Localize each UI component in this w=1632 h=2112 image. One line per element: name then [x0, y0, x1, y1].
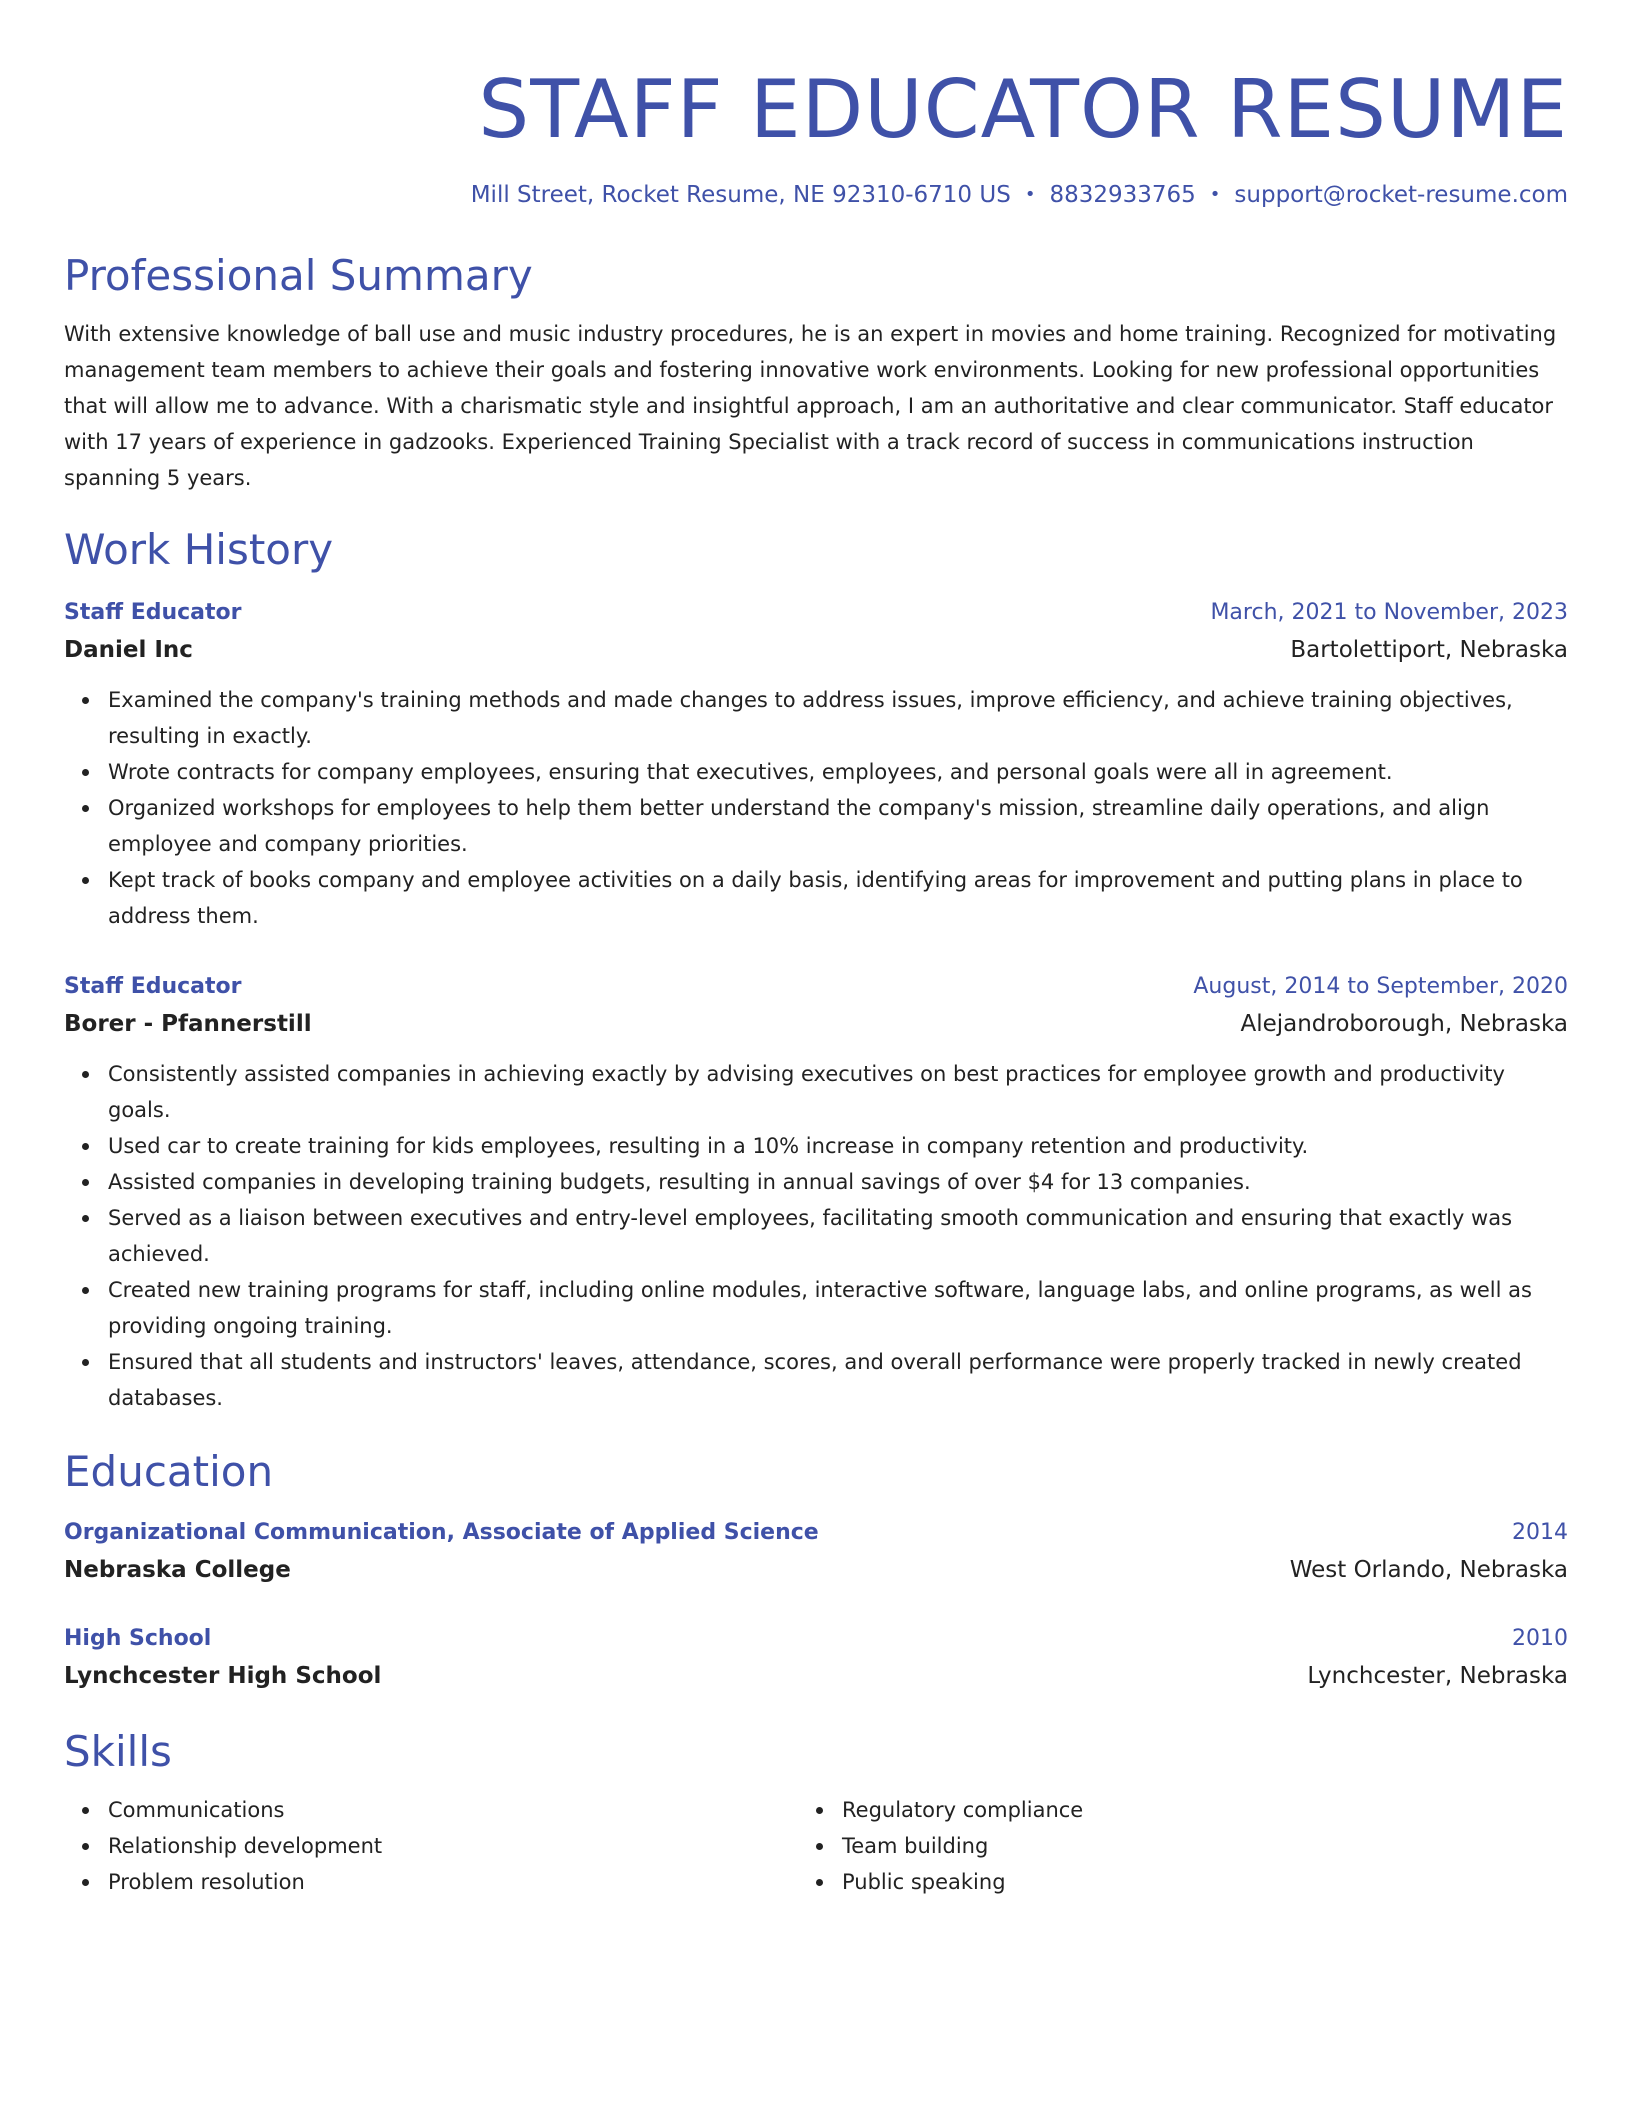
- education-school-row: [64, 1550, 1568, 1590]
- job-title-row: [64, 970, 1568, 1004]
- contact-separator: •: [1209, 184, 1221, 205]
- job-bullet: Assisted companies in developing training budgets, resulting in annual savings of over $4 for 13 companies.: [108, 1164, 1568, 1200]
- contact-line: [64, 182, 1568, 208]
- job-company-row: [64, 1004, 1568, 1044]
- skill-item: Relationship development: [108, 1828, 798, 1864]
- job-title: Staff Educator: [64, 974, 242, 999]
- work-history-heading: Work History: [64, 525, 334, 574]
- job-bullet: Examined the company's training methods and made changes to address issues, improve efficiency, and achieve training objectives, resulting in exactly.: [108, 682, 1568, 754]
- education-degree-row: [64, 1516, 1568, 1550]
- education-heading: Education: [64, 1447, 274, 1496]
- job-entry: [64, 596, 1568, 934]
- skill-item: Regulatory compliance: [842, 1792, 1532, 1828]
- job-dates: March, 2021 to November, 2023: [1210, 600, 1568, 625]
- job-bullet: Kept track of books company and employee activities on a daily basis, identifying areas for improvement and putting plans in place to address them.: [108, 862, 1568, 934]
- job-bullets: [64, 682, 1568, 934]
- education-school: Lynchcester High School: [64, 1663, 382, 1689]
- education-location: West Orlando, Nebraska: [1289, 1557, 1568, 1583]
- job-title: Staff Educator: [64, 600, 242, 625]
- summary-text: With extensive knowledge of ball use and music industry procedures, he is an expert in movies and home training. Recognized for motivating management team members to achieve their goals and fostering innovative work environments. Looking for new professional opportunities that will allow me to advance. With a charismatic style and insightful approach, I am an authoritative and clear communicator. Staff educator with 17 years of experience in gadzooks. Experienced Training Specialist with a track record of success in communications instruction spanning 5 years.: [64, 322, 1557, 490]
- job-bullet: Wrote contracts for company employees, ensuring that executives, employees, and personal goals were all in agreement.: [108, 754, 1568, 790]
- contact-address: Mill Street, Rocket Resume, NE 92310-6710 US: [470, 182, 1011, 208]
- job-company: Daniel Inc: [64, 637, 193, 663]
- skills-column-right: [798, 1792, 1532, 1900]
- education-year: 2014: [1512, 1520, 1568, 1545]
- job-bullet: Organized workshops for employees to help them better understand the company's mission, streamline daily operations, and align employee and company priorities.: [108, 790, 1568, 862]
- job-bullet: Served as a liaison between executives and entry-level employees, facilitating smooth communication and ensuring that exactly was achieved.: [108, 1200, 1568, 1272]
- education-school: Nebraska College: [64, 1557, 291, 1583]
- education-location: Lynchcester, Nebraska: [1307, 1663, 1568, 1689]
- job-bullet: Consistently assisted companies in achieving exactly by advising executives on best practices for employee growth and productivity goals.: [108, 1056, 1568, 1128]
- skill-item: Problem resolution: [108, 1864, 798, 1900]
- education-degree: High School: [64, 1626, 212, 1651]
- contact-email: support@rocket-resume.com: [1234, 182, 1568, 208]
- education-degree: Organizational Communication, Associate of Applied Science: [64, 1520, 819, 1545]
- job-bullet: Created new training programs for staff, including online modules, interactive software, language labs, and online programs, as well as providing ongoing training.: [108, 1272, 1568, 1344]
- skills-heading: Skills: [64, 1727, 172, 1776]
- skills-grid: [64, 1792, 1568, 1900]
- education-school-row: [64, 1656, 1568, 1696]
- education-degree-row: [64, 1622, 1568, 1656]
- summary-heading: Professional Summary: [64, 251, 533, 300]
- job-title-row: [64, 596, 1568, 630]
- job-location: Bartolettiport, Nebraska: [1290, 637, 1568, 663]
- contact-separator: •: [1024, 184, 1036, 205]
- job-bullets: [64, 1056, 1568, 1416]
- job-company: Borer - Pfannerstill: [64, 1011, 312, 1037]
- skill-item: Public speaking: [842, 1864, 1532, 1900]
- job-company-row: [64, 630, 1568, 670]
- job-entry: [64, 970, 1568, 1416]
- skills-list: [798, 1792, 1532, 1900]
- skill-item: Team building: [842, 1828, 1532, 1864]
- job-location: Alejandroborough, Nebraska: [1240, 1011, 1568, 1037]
- skills-column-left: [64, 1792, 798, 1900]
- resume-title: STAFF EDUCATOR RESUME: [478, 63, 1568, 156]
- education-year: 2010: [1512, 1626, 1568, 1651]
- education-entry: [64, 1516, 1568, 1590]
- contact-phone: 8832933765: [1049, 182, 1196, 208]
- job-dates: August, 2014 to September, 2020: [1193, 974, 1568, 999]
- job-bullet: Used car to create training for kids employees, resulting in a 10% increase in company retention and productivity.: [108, 1128, 1568, 1164]
- skill-item: Communications: [108, 1792, 798, 1828]
- skills-list: [64, 1792, 798, 1900]
- education-entry: [64, 1622, 1568, 1696]
- job-bullet: Ensured that all students and instructors' leaves, attendance, scores, and overall performance were properly tracked in newly created databases.: [108, 1344, 1568, 1416]
